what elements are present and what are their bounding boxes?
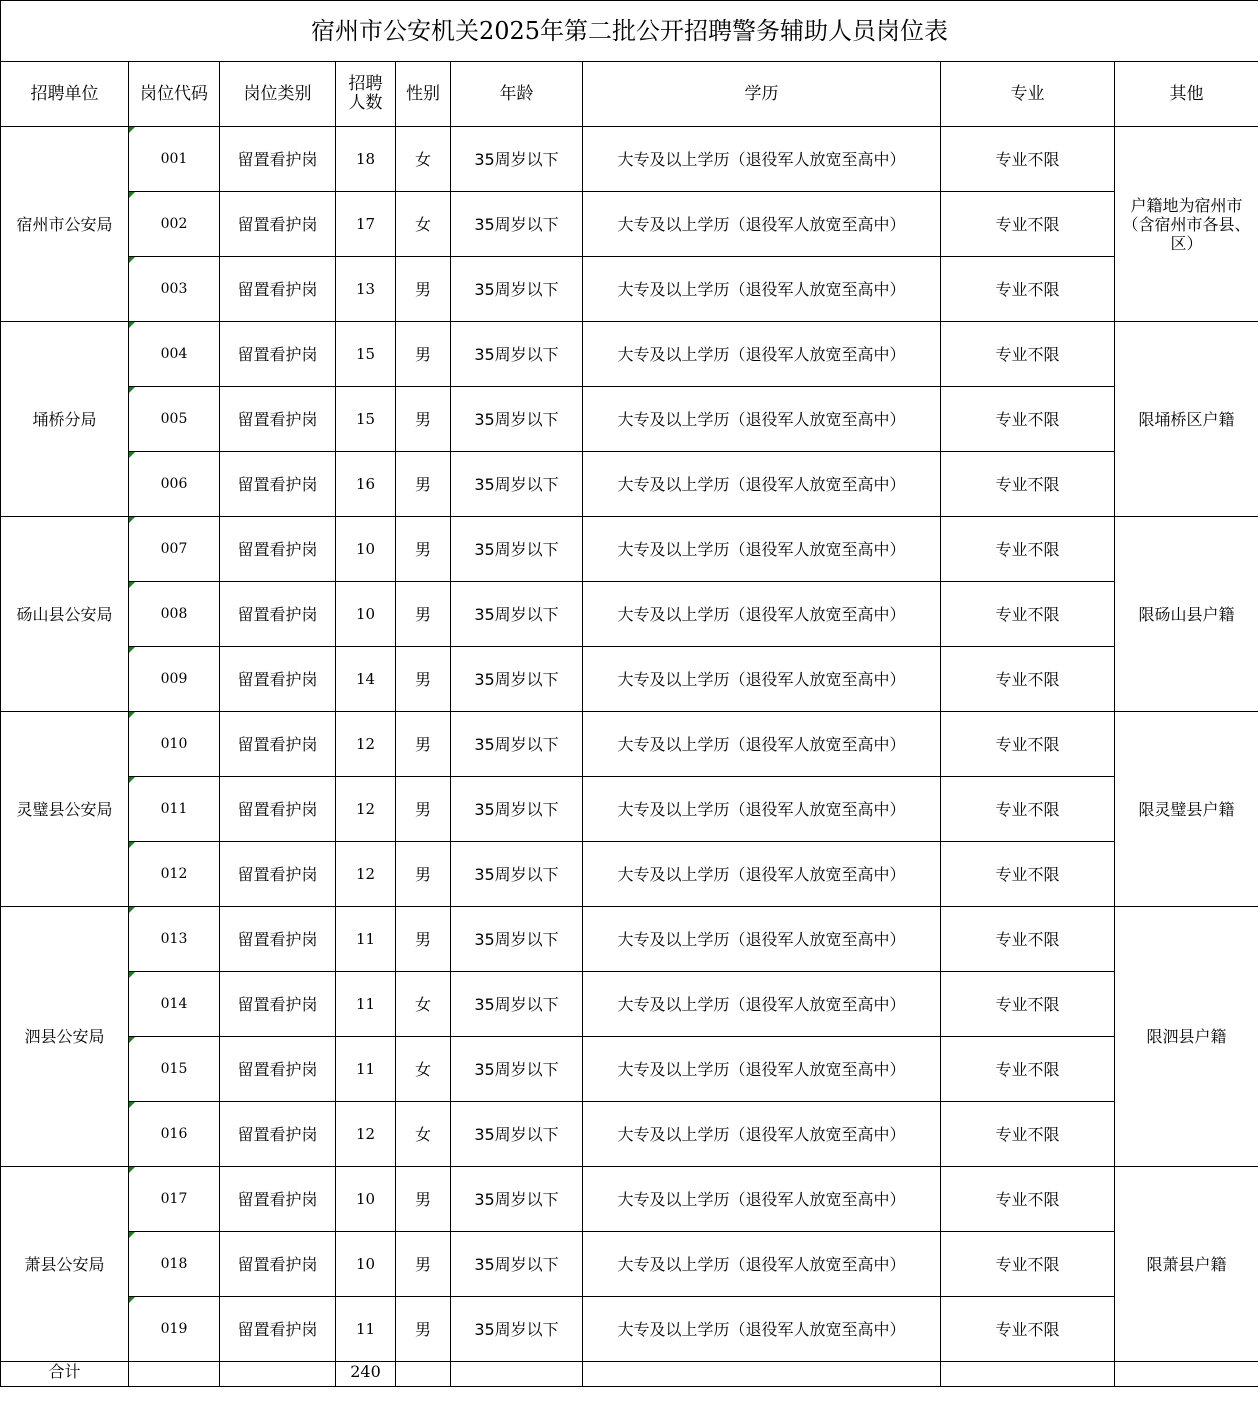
gender: 男 xyxy=(396,452,451,517)
cell-marker-icon xyxy=(129,322,135,328)
position-code xyxy=(129,1167,220,1232)
table-row xyxy=(1,452,1258,517)
education-requirement: 大专及以上学历（退役军人放宽至高中） xyxy=(583,582,941,647)
cell-marker-icon xyxy=(129,192,135,198)
position-code-text: 015 xyxy=(160,1060,188,1077)
gender: 男 xyxy=(396,1167,451,1232)
recruit-count: 10 xyxy=(336,1167,396,1232)
position-code xyxy=(129,1297,220,1362)
major-requirement: 专业不限 xyxy=(941,452,1115,517)
major-requirement: 专业不限 xyxy=(941,1297,1115,1362)
education-requirement: 大专及以上学历（退役军人放宽至高中） xyxy=(583,907,941,972)
age-requirement: 35周岁以下 xyxy=(451,582,583,647)
position-code-text: 014 xyxy=(160,995,188,1012)
major-requirement: 专业不限 xyxy=(941,712,1115,777)
major-requirement: 专业不限 xyxy=(941,387,1115,452)
education-requirement: 大专及以上学历（退役军人放宽至高中） xyxy=(583,1102,941,1167)
total-count: 240 xyxy=(336,1362,396,1387)
major-requirement: 专业不限 xyxy=(941,322,1115,387)
total-label: 合计 xyxy=(1,1362,129,1387)
gender: 男 xyxy=(396,582,451,647)
position-category: 留置看护岗 xyxy=(220,842,336,907)
position-code-text: 018 xyxy=(160,1255,188,1272)
cell-marker-icon xyxy=(129,127,135,133)
major-requirement: 专业不限 xyxy=(941,192,1115,257)
position-code xyxy=(129,1232,220,1297)
education-requirement: 大专及以上学历（退役军人放宽至高中） xyxy=(583,647,941,712)
table-row xyxy=(1,1232,1258,1297)
age-requirement: 35周岁以下 xyxy=(451,127,583,192)
total-row xyxy=(1,1362,1258,1387)
other-requirement: 限埇桥区户籍 xyxy=(1115,322,1258,517)
education-requirement: 大专及以上学历（退役军人放宽至高中） xyxy=(583,1167,941,1232)
age-requirement: 35周岁以下 xyxy=(451,712,583,777)
cell-marker-icon xyxy=(129,842,135,848)
total-empty-cell xyxy=(583,1362,941,1387)
cell-marker-icon xyxy=(129,257,135,263)
table-row xyxy=(1,257,1258,322)
cell-marker-icon xyxy=(129,1232,135,1238)
position-code xyxy=(129,777,220,842)
gender: 男 xyxy=(396,517,451,582)
major-requirement: 专业不限 xyxy=(941,842,1115,907)
age-requirement: 35周岁以下 xyxy=(451,192,583,257)
major-requirement: 专业不限 xyxy=(941,1102,1115,1167)
gender: 男 xyxy=(396,842,451,907)
header-row xyxy=(1,62,1258,127)
recruit-count: 14 xyxy=(336,647,396,712)
table-row xyxy=(1,972,1258,1037)
recruit-count: 15 xyxy=(336,387,396,452)
age-requirement: 35周岁以下 xyxy=(451,907,583,972)
gender: 女 xyxy=(396,127,451,192)
table-row xyxy=(1,907,1258,972)
position-category: 留置看护岗 xyxy=(220,257,336,322)
total-empty-cell xyxy=(220,1362,336,1387)
position-code xyxy=(129,322,220,387)
age-requirement: 35周岁以下 xyxy=(451,1297,583,1362)
major-requirement: 专业不限 xyxy=(941,1232,1115,1297)
position-category: 留置看护岗 xyxy=(220,127,336,192)
cell-marker-icon xyxy=(129,907,135,913)
header-education: 学历 xyxy=(583,62,941,127)
major-requirement: 专业不限 xyxy=(941,907,1115,972)
position-code xyxy=(129,452,220,517)
position-code-text: 013 xyxy=(160,930,188,947)
education-requirement: 大专及以上学历（退役军人放宽至高中） xyxy=(583,192,941,257)
major-requirement: 专业不限 xyxy=(941,1037,1115,1102)
table-row xyxy=(1,712,1258,777)
header-gender: 性别 xyxy=(396,62,451,127)
education-requirement: 大专及以上学历（退役军人放宽至高中） xyxy=(583,1297,941,1362)
cell-marker-icon xyxy=(129,517,135,523)
gender: 男 xyxy=(396,1297,451,1362)
recruit-count: 17 xyxy=(336,192,396,257)
other-requirement: 限萧县户籍 xyxy=(1115,1167,1258,1362)
total-empty-cell xyxy=(129,1362,220,1387)
position-code xyxy=(129,647,220,712)
education-requirement: 大专及以上学历（退役军人放宽至高中） xyxy=(583,1037,941,1102)
position-code-text: 016 xyxy=(160,1125,188,1142)
table-row xyxy=(1,517,1258,582)
position-code xyxy=(129,712,220,777)
position-category: 留置看护岗 xyxy=(220,582,336,647)
education-requirement: 大专及以上学历（退役军人放宽至高中） xyxy=(583,517,941,582)
position-category: 留置看护岗 xyxy=(220,712,336,777)
position-code xyxy=(129,192,220,257)
cell-marker-icon xyxy=(129,452,135,458)
unit-name: 宿州市公安局 xyxy=(1,127,129,322)
gender: 男 xyxy=(396,387,451,452)
gender: 女 xyxy=(396,1037,451,1102)
table-row xyxy=(1,1037,1258,1102)
position-code-text: 006 xyxy=(160,475,188,492)
header-age: 年龄 xyxy=(451,62,583,127)
position-code xyxy=(129,127,220,192)
position-code-text: 017 xyxy=(160,1190,188,1207)
recruit-count: 10 xyxy=(336,582,396,647)
cell-marker-icon xyxy=(129,777,135,783)
position-code-text: 019 xyxy=(160,1320,188,1337)
position-code-text: 004 xyxy=(160,345,188,362)
header-code: 岗位代码 xyxy=(129,62,220,127)
position-code xyxy=(129,257,220,322)
education-requirement: 大专及以上学历（退役军人放宽至高中） xyxy=(583,712,941,777)
cell-marker-icon xyxy=(129,1102,135,1108)
major-requirement: 专业不限 xyxy=(941,127,1115,192)
position-code-text: 012 xyxy=(160,865,188,882)
cell-marker-icon xyxy=(129,1037,135,1043)
position-code-text: 011 xyxy=(160,800,188,817)
gender: 女 xyxy=(396,972,451,1037)
table-row xyxy=(1,647,1258,712)
position-category: 留置看护岗 xyxy=(220,322,336,387)
table-row xyxy=(1,777,1258,842)
other-requirement: 限泗县户籍 xyxy=(1115,907,1258,1167)
recruit-count: 11 xyxy=(336,907,396,972)
age-requirement: 35周岁以下 xyxy=(451,777,583,842)
age-requirement: 35周岁以下 xyxy=(451,1167,583,1232)
position-category: 留置看护岗 xyxy=(220,1167,336,1232)
total-empty-cell xyxy=(396,1362,451,1387)
education-requirement: 大专及以上学历（退役军人放宽至高中） xyxy=(583,1232,941,1297)
position-category: 留置看护岗 xyxy=(220,777,336,842)
position-category: 留置看护岗 xyxy=(220,1297,336,1362)
age-requirement: 35周岁以下 xyxy=(451,842,583,907)
table-row xyxy=(1,1297,1258,1362)
position-category: 留置看护岗 xyxy=(220,972,336,1037)
recruit-count: 11 xyxy=(336,1297,396,1362)
position-code-text: 001 xyxy=(160,150,188,167)
age-requirement: 35周岁以下 xyxy=(451,647,583,712)
recruit-count: 12 xyxy=(336,1102,396,1167)
position-code-text: 002 xyxy=(160,215,188,232)
recruit-count: 12 xyxy=(336,842,396,907)
table-row xyxy=(1,192,1258,257)
age-requirement: 35周岁以下 xyxy=(451,452,583,517)
position-category: 留置看护岗 xyxy=(220,1037,336,1102)
gender: 女 xyxy=(396,1102,451,1167)
gender: 男 xyxy=(396,322,451,387)
education-requirement: 大专及以上学历（退役军人放宽至高中） xyxy=(583,387,941,452)
recruit-count: 18 xyxy=(336,127,396,192)
unit-name: 萧县公安局 xyxy=(1,1167,129,1362)
unit-name: 砀山县公安局 xyxy=(1,517,129,712)
education-requirement: 大专及以上学历（退役军人放宽至高中） xyxy=(583,322,941,387)
age-requirement: 35周岁以下 xyxy=(451,257,583,322)
other-requirement: 限灵璧县户籍 xyxy=(1115,712,1258,907)
recruit-count: 11 xyxy=(336,1037,396,1102)
cell-marker-icon xyxy=(129,1167,135,1173)
other-requirement: 限砀山县户籍 xyxy=(1115,517,1258,712)
total-empty-cell xyxy=(1115,1362,1258,1387)
cell-marker-icon xyxy=(129,647,135,653)
header-count-line2: 人数 xyxy=(348,93,383,113)
recruit-count: 12 xyxy=(336,777,396,842)
age-requirement: 35周岁以下 xyxy=(451,387,583,452)
education-requirement: 大专及以上学历（退役军人放宽至高中） xyxy=(583,127,941,192)
cell-marker-icon xyxy=(129,972,135,978)
major-requirement: 专业不限 xyxy=(941,257,1115,322)
major-requirement: 专业不限 xyxy=(941,777,1115,842)
recruit-count: 15 xyxy=(336,322,396,387)
header-other: 其他 xyxy=(1115,62,1258,127)
header-unit: 招聘单位 xyxy=(1,62,129,127)
age-requirement: 35周岁以下 xyxy=(451,1232,583,1297)
age-requirement: 35周岁以下 xyxy=(451,972,583,1037)
position-category: 留置看护岗 xyxy=(220,192,336,257)
position-category: 留置看护岗 xyxy=(220,647,336,712)
position-code xyxy=(129,517,220,582)
table-row xyxy=(1,582,1258,647)
age-requirement: 35周岁以下 xyxy=(451,1037,583,1102)
position-category: 留置看护岗 xyxy=(220,1232,336,1297)
gender: 男 xyxy=(396,907,451,972)
education-requirement: 大专及以上学历（退役军人放宽至高中） xyxy=(583,777,941,842)
major-requirement: 专业不限 xyxy=(941,517,1115,582)
recruit-count: 11 xyxy=(336,972,396,1037)
position-code-text: 003 xyxy=(160,280,188,297)
recruit-count: 13 xyxy=(336,257,396,322)
gender: 男 xyxy=(396,712,451,777)
unit-name: 埇桥分局 xyxy=(1,322,129,517)
recruit-count: 16 xyxy=(336,452,396,517)
recruit-count: 12 xyxy=(336,712,396,777)
cell-marker-icon xyxy=(129,712,135,718)
major-requirement: 专业不限 xyxy=(941,972,1115,1037)
major-requirement: 专业不限 xyxy=(941,1167,1115,1232)
table-row xyxy=(1,387,1258,452)
position-category: 留置看护岗 xyxy=(220,907,336,972)
position-code-text: 008 xyxy=(160,605,188,622)
education-requirement: 大专及以上学历（退役军人放宽至高中） xyxy=(583,452,941,517)
position-code xyxy=(129,1037,220,1102)
header-count xyxy=(336,62,396,127)
position-category: 留置看护岗 xyxy=(220,517,336,582)
education-requirement: 大专及以上学历（退役军人放宽至高中） xyxy=(583,972,941,1037)
age-requirement: 35周岁以下 xyxy=(451,322,583,387)
education-requirement: 大专及以上学历（退役军人放宽至高中） xyxy=(583,842,941,907)
position-category: 留置看护岗 xyxy=(220,452,336,517)
table-row xyxy=(1,322,1258,387)
position-code xyxy=(129,972,220,1037)
age-requirement: 35周岁以下 xyxy=(451,517,583,582)
major-requirement: 专业不限 xyxy=(941,647,1115,712)
table-row xyxy=(1,127,1258,192)
total-empty-cell xyxy=(941,1362,1115,1387)
position-code-text: 009 xyxy=(160,670,188,687)
other-requirement: 户籍地为宿州市（含宿州市各县、区） xyxy=(1115,127,1258,322)
header-major: 专业 xyxy=(941,62,1115,127)
recruit-count: 10 xyxy=(336,1232,396,1297)
table-title: 宿州市公安机关2025年第二批公开招聘警务辅助人员岗位表 xyxy=(1,1,1258,62)
gender: 男 xyxy=(396,647,451,712)
header-count-line1: 招聘 xyxy=(348,74,383,94)
gender: 男 xyxy=(396,257,451,322)
major-requirement: 专业不限 xyxy=(941,582,1115,647)
table-row xyxy=(1,1102,1258,1167)
unit-name: 灵璧县公安局 xyxy=(1,712,129,907)
cell-marker-icon xyxy=(129,387,135,393)
position-code xyxy=(129,1102,220,1167)
unit-name: 泗县公安局 xyxy=(1,907,129,1167)
position-code xyxy=(129,387,220,452)
position-category: 留置看护岗 xyxy=(220,1102,336,1167)
position-code xyxy=(129,907,220,972)
table-row xyxy=(1,1167,1258,1232)
position-code xyxy=(129,842,220,907)
table-row xyxy=(1,842,1258,907)
position-code-text: 010 xyxy=(160,735,188,752)
header-category: 岗位类别 xyxy=(220,62,336,127)
age-requirement: 35周岁以下 xyxy=(451,1102,583,1167)
position-code-text: 007 xyxy=(160,540,188,557)
cell-marker-icon xyxy=(129,582,135,588)
position-code-text: 005 xyxy=(160,410,188,427)
total-empty-cell xyxy=(451,1362,583,1387)
gender: 女 xyxy=(396,192,451,257)
position-category: 留置看护岗 xyxy=(220,387,336,452)
education-requirement: 大专及以上学历（退役军人放宽至高中） xyxy=(583,257,941,322)
cell-marker-icon xyxy=(129,1297,135,1303)
gender: 男 xyxy=(396,1232,451,1297)
position-code xyxy=(129,582,220,647)
gender: 男 xyxy=(396,777,451,842)
recruit-count: 10 xyxy=(336,517,396,582)
